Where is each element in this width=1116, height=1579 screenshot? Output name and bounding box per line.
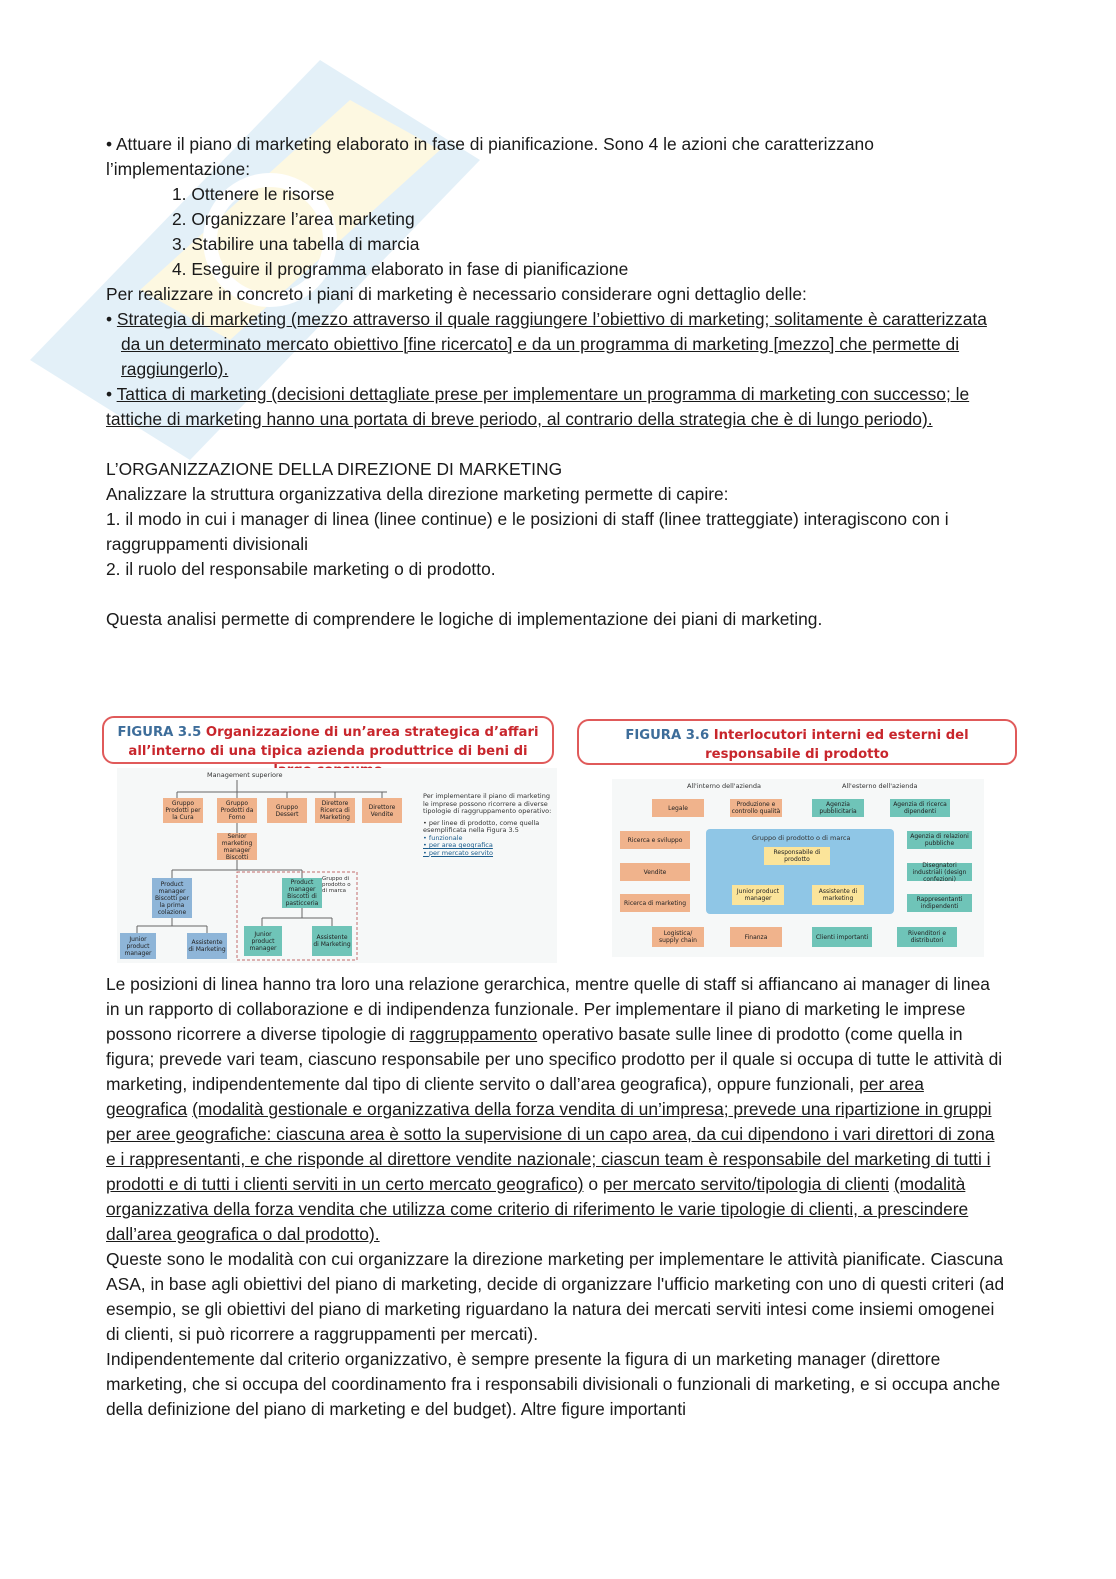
org-box: Assistente di Marketing — [187, 933, 227, 959]
intro-paragraph: • Attuare il piano di marketing elaborato in fase di pianificazione. Sono 4 le azioni che caratterizzano l’implementazione: — [106, 134, 874, 179]
top-management-label: Management superiore — [207, 771, 283, 779]
stakeholder-box: Clienti importanti — [812, 927, 872, 947]
stakeholder-box: Vendite — [620, 863, 690, 881]
outside-label: All'esterno dell'azienda — [842, 782, 918, 790]
figure-title: Organizzazione di un’area strategica d’affari all’interno di una tipica azienda produttrice di beni di — [128, 725, 539, 759]
stakeholder-box: Agenzia di relazioni pubbliche — [907, 831, 972, 849]
step-item: 3. Stabilire una tabella di marcia — [172, 234, 420, 254]
figure-number: FIGURA 3.5 — [117, 725, 202, 740]
body-paragraph-1: Le posizioni di linea hanno tra loro una relazione gerarchica, mentre quelle di staff si affiancano ai manager di linea in un rapporto di collaborazione e di indipendenza funzionale. Per implementare il piano di marketing le imprese possono ricorrere a diverse tipologie di raggruppamento operativo basate sulle linee di prodotto (come quella in figura; prevede vari team, ciascuno responsabile per uno specifico prodotto per il quale si occupa di tutte le attività di marketing, indipendentemente dal tipo di cliente servito o dall’area geografica), oppure funzionali, per area geografica (modalità gestionale e organizzativa della forza vendita di un’impresa; prevede una ripartizione in gruppi per aree geografiche: ciascuna area è sotto la supervisione di un capo area, da cui dipendono i vari direttori di zona e i rappresentanti, e che risponde al direttore vendite nazionale; ciascun team è responsabile del marketing di tutti i prodotti e di tutti i clienti serviti in un certo mercato geografico) o per mercato servito/tipologia di clienti (modalità organizzativa della forza vendita che utilizza come criterio di riferimento le varie tipologie di clienti, a prescindere dall’area geografica o dal prodotto). — [106, 974, 1003, 1244]
org-box: Assistente di Marketing — [312, 926, 352, 956]
org-box: Direttore Vendite — [362, 798, 402, 823]
body-paragraph-3: Indipendentemente dal criterio organizzativo, è sempre presente la figura di un marketing manager (direttore marketing, che si occupa del coordinamento fra i responsabili divisionali o funzionali di marketing, e si occupa anche della definizione del piano di marketing e del budget). Altre figure importanti — [106, 1349, 1001, 1419]
bullet-strategy: • Strategia di marketing (mezzo attraverso il quale raggiungere l’obiettivo di marketing; solitamente è caratterizzata da un determinato mercato obiettivo [fine ricercato] e da un programma di marketing [mezzo] che permette di raggiungerlo). — [106, 309, 987, 379]
org-list-item-2: 2. il ruolo del responsabile marketing o di prodotto. — [106, 559, 496, 579]
strategy-definition: Strategia di marketing (mezzo attraverso il quale raggiungere l’obiettivo di marketing; solitamente è caratterizzata da un determinato mercato obiettivo [fine ricercato] e da un programma di marketing [mezzo] che permette di raggiungerlo). — [116, 309, 987, 379]
stakeholder-box: Agenzia di ricerca dipendenti — [890, 799, 950, 817]
step-item: 1. Ottenere le risorse — [172, 184, 335, 204]
stakeholder-box: Disegnatori industriali (design confezioni) — [907, 863, 972, 881]
org-paragraph-2: Questa analisi permette di comprendere le logiche di implementazione dei piani di marketing. — [106, 609, 823, 629]
step-item: 2. Organizzare l’area marketing — [172, 209, 415, 229]
bullet-tactic: • Tattica di marketing (decisioni dettagliate prese per implementare un programma di marketing con successo; le tattiche di marketing hanno una portata di breve periodo, al contrario della strategia che è di lungo periodo). — [106, 384, 970, 429]
stakeholder-box: Agenzia pubblicitaria — [812, 799, 864, 817]
body-paragraph-2: Queste sono le modalità con cui organizzare la direzione marketing per implementare le attività pianificate. Ciascuna ASA, in base agli obiettivi del piano di marketing, decide di organizzare l'ufficio marketing con uno di questi criteri (ad esempio, se gli obiettivi del piano di marketing riguardano la natura dei mercati serviti intesi come insiemi omogenei di clienti, si può ricorrere a raggruppamenti per mercati). — [106, 1249, 1005, 1344]
figure-number: FIGURA 3.6 — [625, 728, 710, 743]
stakeholder-box: Produzione e controllo qualità — [731, 801, 781, 815]
stakeholder-box: Finanza — [730, 927, 782, 947]
figure-title: Interlocutori interni ed esterni del responsabile di prodotto — [705, 728, 969, 762]
stakeholder-box: Rappresentanti indipendenti — [907, 894, 972, 912]
figure-3-5-caption — [102, 716, 554, 764]
org-box: Gruppo Prodotti da Forno — [217, 798, 257, 823]
tactic-definition: Tattica di marketing (decisioni dettagliate prese per implementare un programma di marketing con successo; le tattiche di marketing hanno una portata di breve periodo, al contrario della strategia che è di lungo periodo). — [106, 384, 970, 429]
org-box: Gruppo Dessert — [267, 798, 307, 823]
stakeholder-box: Rivenditori e distributori — [897, 927, 957, 947]
org-box: Senior marketing manager Biscotti — [217, 833, 257, 860]
stakeholder-box: Ricerca di marketing — [620, 894, 690, 912]
stakeholder-box: Ricerca e sviluppo — [620, 831, 690, 849]
group-label: Gruppo di prodotto o di marca — [322, 876, 351, 894]
stakeholder-box: Junior product manager — [732, 885, 784, 905]
org-box: Product manager Biscotti per la prima colazione — [152, 878, 192, 918]
group-label: Gruppo di prodotto o di marca — [752, 834, 851, 842]
document-body — [106, 972, 1006, 1422]
stakeholder-box: Legale — [652, 799, 704, 817]
org-box: Direttore Ricerca di Marketing — [315, 798, 355, 823]
org-box: Product manager Biscotti di pasticceria — [282, 878, 322, 908]
inside-label: All'interno dell'azienda — [687, 782, 761, 790]
figure-side-note: Per implementare il piano di marketing le imprese possono ricorrere a diverse tipologie di raggruppamento operativo: • per linee di prodotto, come quella esemplificata nella Figura 3.5 • funzionale • per area geografica • per mercato servito — [423, 792, 552, 857]
figure-3-6-caption — [577, 719, 1017, 765]
intro-paragraph-2: Per realizzare in concreto i piani di marketing è necessario considerare ogni dettaglio delle: — [106, 284, 807, 304]
stakeholder-box: Assistente di marketing — [812, 885, 864, 905]
org-box: Junior product manager — [244, 926, 282, 956]
stakeholder-box: Logistica/ supply chain — [652, 927, 704, 947]
section-heading: L’ORGANIZZAZIONE DELLA DIREZIONE DI MARKETING — [106, 459, 563, 479]
step-item: 4. Eseguire il programma elaborato in fase di pianificazione — [172, 259, 629, 279]
org-paragraph: Analizzare la struttura organizzativa della direzione marketing permette di capire: — [106, 484, 729, 504]
org-list-item-1: 1. il modo in cui i manager di linea (linee continue) e le posizioni di staff (linee tratteggiate) interagiscono con i raggruppamenti divisionali — [106, 509, 949, 554]
stakeholder-box: Responsabile di prodotto — [764, 847, 830, 865]
org-box: Gruppo Prodotti per la Cura — [163, 798, 203, 823]
figure-3-5-org-chart — [117, 768, 557, 963]
figure-3-6-diagram — [612, 779, 984, 957]
document-page — [106, 132, 1006, 632]
org-box: Junior product manager — [120, 933, 156, 959]
